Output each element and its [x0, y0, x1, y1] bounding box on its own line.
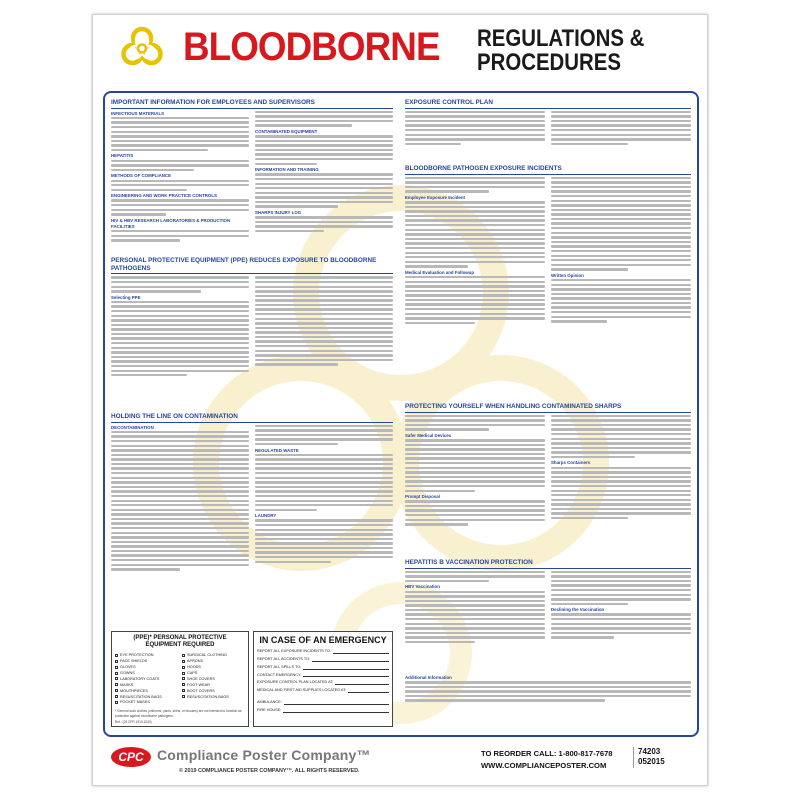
- protecting-sharps-title: PROTECTING YOURSELF WHEN HANDLING CONTAMINATED SHARPS: [405, 403, 691, 413]
- ppe-section-title: PERSONAL PROTECTIVE EQUIPMENT (PPE) REDUCES EXPOSURE TO BLOODBORNE PATHOGENS: [111, 257, 393, 274]
- ppe-footnote: * General work clothes (uniforms, pants, shirts, or blouses) are not intended to function as protection against bloodborne pathogens.: [115, 709, 242, 718]
- hbv-vaccination-heading: HBV Vaccination: [405, 584, 440, 590]
- emergency-row: CONTACT EMERGENCY:: [257, 673, 389, 678]
- ppe-item: EYE PROTECTION: [115, 653, 178, 659]
- ppe-item: GOWNS: [115, 671, 178, 677]
- revision-code: 052015: [638, 757, 665, 767]
- poster-subtitle-line-1: REGULATIONS &: [477, 25, 645, 52]
- laundry-heading: LAUNDRY: [255, 513, 277, 519]
- checkbox-icon: [182, 695, 185, 698]
- ppe-required-box: [111, 631, 249, 727]
- ppe-item: FACE SHIELDS: [115, 659, 178, 665]
- ppe-section: [111, 257, 393, 407]
- written-opinion-heading: Written Opinion: [551, 272, 584, 278]
- ppe-item: CAPS: [182, 671, 245, 677]
- ppe-item: MOUTHPIECES: [115, 689, 178, 695]
- holding-line-title: HOLDING THE LINE ON CONTAMINATION: [111, 413, 393, 423]
- prompt-disposal-heading: Prompt Disposal: [405, 494, 440, 500]
- exposure-plan-title: EXPOSURE CONTROL PLAN: [405, 99, 691, 109]
- methods-heading: METHODS OF COMPLIANCE: [111, 173, 172, 179]
- checkbox-icon: [182, 672, 185, 675]
- ppe-item: GLOVES: [115, 665, 178, 671]
- poster-title: BLOODBORNE: [183, 25, 440, 69]
- emergency-row: REPORT ALL ACCIDENTS TO:: [257, 657, 389, 662]
- footer: [93, 741, 708, 786]
- infectious-materials-heading: INFECTIOUS MATERIALS: [111, 110, 165, 116]
- sharps-log-heading: SHARPS INJURY LOG: [255, 209, 302, 215]
- checkbox-icon: [115, 689, 118, 692]
- reorder-phone: TO REORDER CALL: 1-800-817-7678: [481, 749, 613, 758]
- checkbox-icon: [115, 672, 118, 675]
- content-panel: [103, 91, 699, 737]
- company-name: Compliance Poster Company™: [157, 747, 371, 763]
- important-info-title: IMPORTANT INFORMATION FOR EMPLOYEES AND SUPERVISORS: [111, 99, 393, 109]
- ppe-items-left: [115, 653, 178, 706]
- safer-devices-heading: Safer Medical Devices: [405, 433, 452, 438]
- ppe-item: APRONS: [182, 659, 245, 665]
- ppe-item: LABORATORY COATS: [115, 677, 178, 683]
- checkbox-icon: [182, 660, 185, 663]
- emergency-row: REPORT ALL SPILLS TO:: [257, 665, 389, 670]
- product-code: 74203: [638, 747, 661, 756]
- emergency-row: MEDICAL AND FIRST AID SUPPLIES LOCATED AT:: [257, 688, 389, 693]
- copyright-text: © 2019 COMPLIANCE POSTER COMPANY™. ALL RIGHTS RESERVED.: [179, 768, 360, 774]
- employee-exposure-heading: Employee Exposure Incident: [405, 195, 466, 200]
- poster: [92, 14, 708, 786]
- ppe-item: MASKS: [115, 683, 178, 689]
- emergency-row: REPORT ALL EXPOSURE INCIDENTS TO:: [257, 649, 389, 654]
- ppe-box-title: (PPE)* PERSONAL PROTECTIVE EQUIPMENT REQUIRED: [133, 635, 227, 649]
- ppe-item: BOOT COVERS: [182, 689, 245, 695]
- checkbox-icon: [115, 677, 118, 680]
- ppe-item: HOODS: [182, 665, 245, 671]
- emergency-row: AMBULANCE:: [257, 700, 389, 705]
- contaminated-equipment-heading: CONTAMINATED EQUIPMENT: [255, 129, 318, 134]
- right-column: [405, 99, 691, 729]
- hiv-research-heading: HIV & HBV RESEARCH LABORATORIES & PRODUCTION FACILITIES: [111, 217, 231, 229]
- checkbox-icon: [115, 683, 118, 686]
- ppe-item: POCKET MASKS: [115, 700, 178, 706]
- protecting-sharps-section: [405, 403, 691, 553]
- checkbox-icon: [182, 654, 185, 657]
- checkbox-icon: [182, 666, 185, 669]
- important-info-section: [111, 99, 393, 251]
- emergency-box: [253, 631, 393, 727]
- product-codes: [633, 747, 693, 768]
- ppe-item: RESUSCITATION BAGS: [115, 695, 178, 701]
- checkbox-icon: [182, 677, 185, 680]
- exposure-incidents-section: [405, 165, 691, 397]
- medical-evaluation-heading: Medical Evaluation and Followup: [405, 269, 475, 275]
- checkbox-icon: [182, 689, 185, 692]
- checkbox-icon: [115, 660, 118, 663]
- additional-info-section: [405, 675, 691, 715]
- poster-subtitle-line-2: PROCEDURES: [477, 49, 621, 76]
- emergency-title: IN CASE OF AN EMERGENCY: [259, 635, 387, 645]
- checkbox-icon: [115, 666, 118, 669]
- cpc-logo: CPC: [111, 747, 151, 767]
- selecting-ppe-heading: Selecting PPE: [111, 294, 141, 300]
- emergency-row: FIRE HOUSE:: [257, 708, 389, 713]
- sharps-containers-heading: Sharps Containers: [551, 460, 591, 466]
- ppe-item: RESUSCITATION BAGS: [182, 695, 245, 701]
- additional-info-heading: Additional Information: [405, 675, 452, 680]
- decontamination-heading: DECONTAMINATION: [111, 424, 154, 430]
- ppe-item: FOOT WEAR: [182, 683, 245, 689]
- website-link[interactable]: WWW.COMPLIANCEPOSTER.COM: [481, 761, 607, 770]
- checkbox-icon: [115, 654, 118, 657]
- hepatitis-b-section: [405, 559, 691, 669]
- exposure-incidents-title: BLOODBORNE PATHOGEN EXPOSURE INCIDENTS: [405, 165, 691, 175]
- header: [93, 15, 708, 91]
- engineering-heading: ENGINEERING AND WORK PRACTICE CONTROLS: [111, 193, 217, 199]
- ppe-item: SURGICAL CLOTHING: [182, 653, 245, 659]
- hepatitis-b-title: HEPATITIS B VACCINATION PROTECTION: [405, 559, 691, 569]
- ppe-reference: Ref.: (29 CFR 1910.1030): [115, 720, 152, 725]
- holding-line-section: [111, 413, 393, 631]
- ppe-item: SHOE COVERS: [182, 677, 245, 683]
- regulated-waste-heading: REGULATED WASTE: [255, 447, 299, 453]
- information-training-heading: INFORMATION AND TRAINING: [255, 167, 319, 173]
- hepatitis-heading: HEPATITIS: [111, 153, 134, 159]
- ppe-items-right: [182, 653, 245, 706]
- checkbox-icon: [115, 695, 118, 698]
- checkbox-icon: [182, 683, 185, 686]
- declining-vaccination-heading: Declining the Vaccination: [551, 607, 605, 613]
- emergency-row: EXPOSURE CONTROL PLAN LOCATED AT:: [257, 680, 389, 685]
- biohazard-icon: [117, 23, 167, 73]
- checkbox-icon: [115, 701, 118, 704]
- exposure-plan-section: [405, 99, 691, 159]
